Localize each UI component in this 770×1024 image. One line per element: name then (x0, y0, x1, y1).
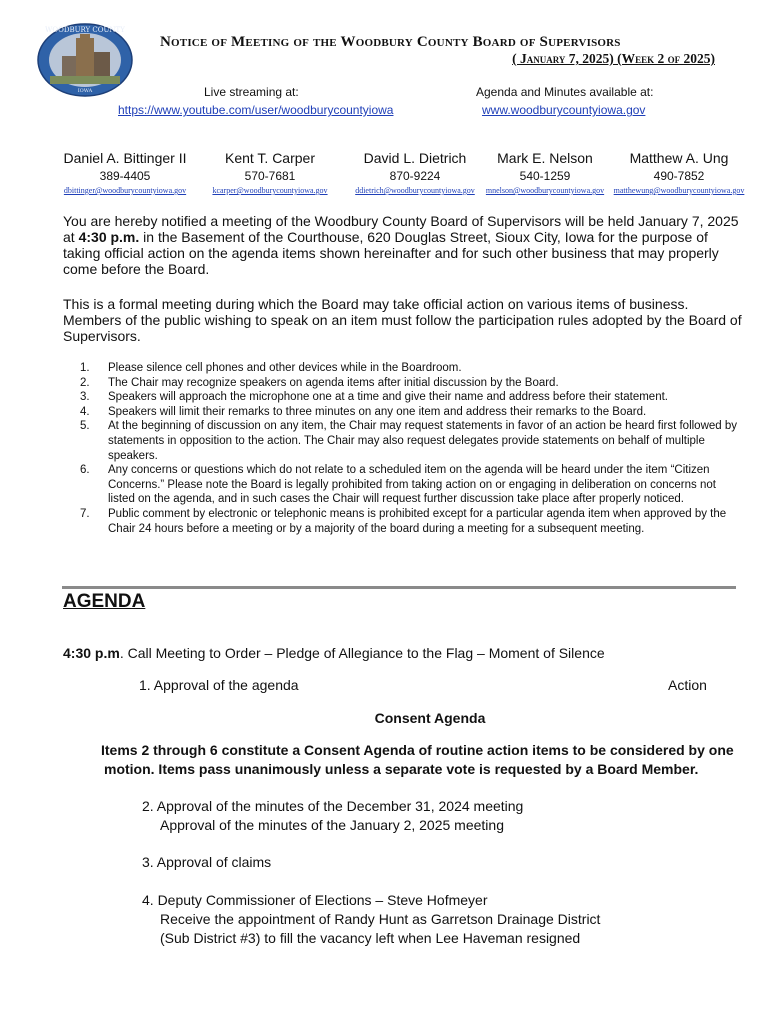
supervisor-dietrich (340, 150, 490, 195)
notice-text-b: in the Basement of the Courthouse, 620 Douglas Street, Sioux City, Iowa for the purpose of taking official action on the agenda items shown hereinafter and for such other business that may properly come before the Board. (63, 229, 719, 277)
agenda-time-sep: . (119, 645, 124, 661)
supervisor-phone: 570-7681 (244, 169, 296, 183)
supervisor-email-link[interactable]: ddietrich@woodburycountyiowa.gov (355, 186, 475, 195)
agenda-item-2-line-2: Approval of the minutes of the January 2, 2025 meeting (160, 817, 504, 833)
list-item (80, 390, 740, 405)
notice-time: 4:30 p.m. (78, 229, 140, 245)
consent-agenda-line-1: Items 2 through 6 constitute a Consent Agenda of routine action items to be considered by one (101, 742, 734, 758)
seal-text-top: WOODBURY COUNTY (45, 26, 125, 34)
supervisor-phone: 870-9224 (389, 169, 441, 183)
supervisor-bittinger (50, 150, 200, 195)
rule-number: 6. (80, 464, 90, 477)
agenda-minutes-label: Agenda and Minutes available at: (476, 85, 654, 99)
list-item (80, 419, 740, 463)
consent-agenda-heading: Consent Agenda (374, 710, 486, 726)
supervisor-email-link[interactable]: mnelson@woodburycountyiowa.gov (485, 186, 605, 195)
list-item (80, 463, 740, 507)
youtube-link[interactable]: https://www.youtube.com/user/woodburycountyiowa (118, 103, 394, 117)
rule-text: Please silence cell phones and other devices while in the Boardroom. (108, 362, 462, 374)
agenda-heading: AGENDA (63, 591, 146, 612)
rule-text: Speakers will limit their remarks to three minutes on any one item and address their remarks to the Board. (108, 405, 647, 418)
rule-text: Speakers will approach the microphone one at a time and give their name and address before their statement. (108, 391, 668, 404)
supervisor-phone: 389-4405 (99, 169, 151, 183)
rule-number: 2. (80, 376, 90, 389)
list-item (80, 361, 740, 376)
list-item (80, 405, 740, 420)
county-seal-logo (36, 22, 134, 98)
supervisor-email-link[interactable]: kcarper@woodburycountyiowa.gov (212, 186, 328, 195)
agenda-item-4-line-2: Receive the appointment of Randy Hunt as Garretson Drainage District (160, 911, 601, 927)
rule-number: 3. (80, 391, 90, 404)
supervisor-name: Daniel A. Bittinger II (63, 150, 187, 166)
rule-text: Public comment by electronic or telephonic means is prohibited except for a particular agenda item when approved by the Chair 24 hours before a meeting or by a majority of the board during a meeting for a subsequent meeting. (108, 507, 727, 535)
agenda-item-3: 3. Approval of claims (142, 854, 272, 870)
supervisor-phone: 540-1259 (519, 169, 571, 183)
supervisor-name: Matthew A. Ung (629, 150, 729, 166)
agenda-item-4-line-1: 4. Deputy Commissioner of Elections – Steve Hofmeyer (142, 892, 488, 908)
list-item (80, 507, 740, 536)
live-streaming-label: Live streaming at: (204, 85, 299, 99)
rule-text: Any concerns or questions which do not relate to a scheduled item on the agenda will be heard under the item “Citizen Concerns.” Please note the Board is legally prohibited from taking action on or engaging in deliberation on concerns not listed on the agenda, and in such cases the Chair will request further discussion take place after properly noticed. (108, 464, 716, 506)
county-website-link[interactable]: www.woodburycountyiowa.gov (482, 103, 646, 117)
notice-text-a: You are hereby notified a meeting of the Woodbury County Board of Supervisors will be held January 7, 2025 at (63, 213, 739, 245)
supervisor-ung (604, 150, 754, 195)
consent-agenda-line-2: motion. Items pass unanimously unless a separate vote is requested by a Board Member. (104, 761, 699, 777)
supervisor-carper (195, 150, 345, 195)
supervisor-email-link[interactable]: matthewung@woodburycountyiowa.gov (613, 186, 745, 195)
rule-number: 5. (80, 420, 90, 433)
list-item (80, 376, 740, 391)
supervisor-name: David L. Dietrich (363, 150, 467, 166)
agenda-item-1-action: Action (668, 677, 707, 693)
formal-meeting-paragraph: This is a formal meeting during which the Board may take official action on various items of business. Members of the public wishing to speak on an item must follow the participation rules adopted by the Board of Supervisors. (63, 296, 742, 344)
agenda-time: 4:30 p.m (63, 645, 120, 661)
seal-text-bottom: IOWA (77, 88, 93, 94)
agenda-item-4-line-3: (Sub District #3) to fill the vacancy left when Lee Haveman resigned (160, 930, 581, 946)
supervisor-name: Mark E. Nelson (497, 150, 593, 166)
rule-number: 7. (80, 507, 90, 520)
page-title: Notice of Meeting of the Woodbury County Board of Supervisors (160, 34, 621, 50)
meeting-date-subtitle: ( January 7, 2025) (Week 2 of 2025) (512, 51, 715, 66)
call-to-order-line (63, 645, 605, 661)
section-divider (62, 586, 736, 589)
agenda-item-2-line-1: 2. Approval of the minutes of the December 31, 2024 meeting (142, 798, 524, 814)
supervisor-nelson (470, 150, 620, 195)
supervisor-name: Kent T. Carper (224, 150, 315, 166)
rule-number: 1. (80, 362, 90, 374)
call-to-order-text: Call Meeting to Order – Pledge of Allegiance to the Flag – Moment of Silence (123, 645, 605, 661)
supervisor-email-link[interactable]: dbittinger@woodburycountyiowa.gov (63, 186, 187, 195)
rule-text: At the beginning of discussion on any item, the Chair may request statements in favor of an action be heard first followed by statements in opposition to the action. The Chair may also request delegates provide statements on behalf of multiple speakers. (108, 420, 738, 462)
rule-number: 4. (80, 405, 90, 418)
supervisor-phone: 490-7852 (653, 169, 705, 183)
meeting-notice-paragraph (63, 213, 743, 277)
participation-rules-list (80, 361, 740, 536)
rule-text: The Chair may recognize speakers on agenda items after initial discussion by the Board. (108, 376, 559, 389)
agenda-item-1: 1. Approval of the agenda (139, 677, 299, 693)
